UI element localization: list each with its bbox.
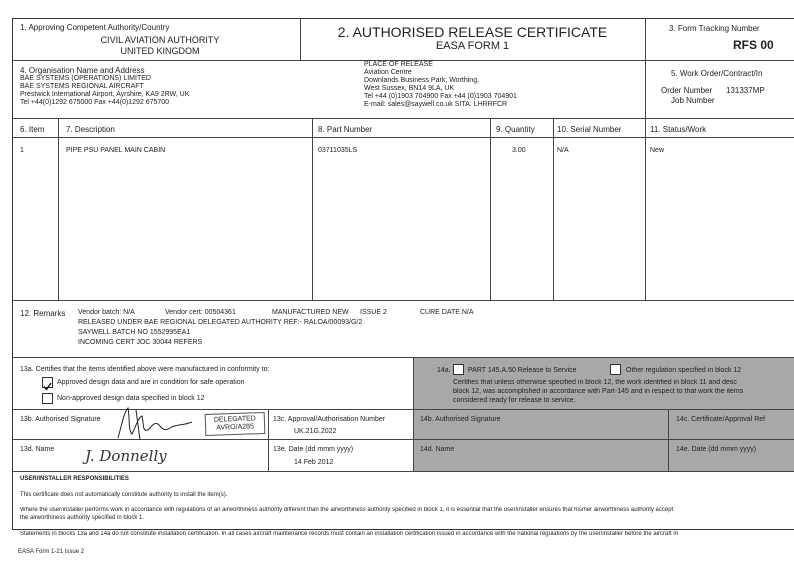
remark-manufactured: MANUFACTURED NEW [272, 309, 349, 316]
block14a-statement: block 12, was accomplished in accordance with Part-145 and in respect to that work the items [453, 388, 744, 395]
block13b-label: 13b. Authorised Signature [20, 416, 101, 423]
org-line: Prestwick International Airport, Ayrshire, KA9 2RW, UK [20, 91, 190, 98]
non-approved-design-text: Non-approved design data specified in block 12 [57, 395, 205, 402]
footer-heading: USER/INSTALLER RESPONSIBILITIES [20, 476, 129, 482]
remark-cure-date: CURE DATE N/A [420, 309, 474, 316]
stamp-line: AVRO/A285 [216, 423, 255, 432]
stamp-line: DELEGATED [213, 415, 256, 424]
date-value: 14 Feb 2012 [294, 459, 334, 466]
footer-paragraph: This certificate does not automatically constitute authority to install the item(s). [20, 492, 228, 498]
block14b-label: 14b. Authorised Signature [420, 416, 501, 423]
cell-item: 1 [20, 147, 24, 154]
other-regulation-text: Other regulation specified in block 12 [626, 367, 742, 374]
remark-line: RELEASED UNDER BAE REGIONAL DELEGATED AUTHORITY REF:- RALOA/00093/G/2 [78, 319, 363, 326]
block14d-label: 14d. Name [420, 446, 455, 453]
remarks-label: 12. Remarks [20, 309, 66, 318]
place-line: Aviation Centre [364, 69, 412, 76]
remark-vendor-cert: Vendor cert: 00504361 [165, 309, 236, 316]
cell-description: PIPE PSU PANEL MAIN CABIN [66, 147, 166, 154]
block13d-label: 13d. Name [20, 446, 55, 453]
block5-label: 5. Work Order/Contract/In [671, 69, 763, 78]
block14c-label: 14c. Certificate/Approval Ref [676, 416, 766, 423]
authority-name: CIVIL AVIATION AUTHORITY [100, 35, 220, 45]
org-line: BAE SYSTEMS (OPERATIONS) LIMITED [20, 75, 151, 82]
approved-design-text: Approved design data and are in condition for safe operation [57, 379, 245, 386]
block13e-label: 13e. Date (dd mmm yyyy) [273, 446, 354, 453]
block13a-label: 13a. Certifies that the items identified above were manufactured in conformity to: [20, 366, 270, 373]
remark-issue: ISSUE 2 [360, 309, 387, 316]
checkmark-icon [43, 382, 52, 391]
delegated-stamp [205, 412, 266, 436]
approval-number-value: UK.21G.2022 [294, 428, 337, 435]
remark-line: INCOMING CERT JOC 30044 REFERS [78, 339, 203, 346]
order-number-value: 131337MP [726, 86, 765, 95]
authority-country: UNITED KINGDOM [120, 46, 200, 56]
remark-line: SAYWELL BATCH NO 1552995EA1 [78, 329, 191, 336]
org-line: BAE SYSTEMS REGIONAL AIRCRAFT [20, 83, 144, 90]
block3-label: 3. Form Tracking Number [669, 24, 760, 33]
block4-label: 4. Organisation Name and Address [20, 66, 145, 75]
footer-paragraph: Statements in blocks 13a and 14a do not constitute installation certification. In all cases aircraft maintenance records must contain an installation certification issued in accordance with the national regulations by the user/installer before the aircraft m [20, 531, 679, 537]
footer-paragraph: Where the user/installer performs work in accordance with regulations of an airworthiness authority different than the airworthiness authority specified in block 1, it is essential that the user/installer ensures that his/her airworthiness authority accept [20, 507, 674, 513]
block14a-label: 14a. [437, 367, 451, 374]
certificate-title: 2. AUTHORISED RELEASE CERTIFICATE [337, 24, 608, 40]
place-line: Downlands Business Park, Worthing, [364, 77, 480, 84]
cell-status-work: New [650, 147, 665, 154]
approved-design-checkbox[interactable] [42, 377, 53, 388]
order-number-label: Order Number [661, 86, 713, 95]
header-serial-number: 10. Serial Number [557, 125, 622, 134]
place-line: West Sussex, BN14 9LA, UK [364, 85, 455, 92]
other-regulation-checkbox[interactable] [610, 364, 621, 375]
header-quantity: 9. Quantity [496, 125, 535, 134]
cell-serial-number: N/A [557, 147, 569, 154]
block13c-label: 13c. Approval/Authorisation Number [273, 416, 386, 423]
part145-text: PART 145.A.50 Release to Service [468, 367, 577, 374]
place-line: E-mail: sales@saywell.co.uk SITA: LHRRFCR [364, 101, 508, 108]
form-tracking-number: RFS 00 [733, 38, 774, 52]
form-reference: EASA Form 1-21 Issue 2 [18, 549, 85, 555]
header-status-work: 11. Status/Work [650, 125, 707, 134]
header-part-number: 8. Part Number [318, 125, 373, 134]
place-line: PLACE OF RELEASE [364, 61, 433, 68]
handwritten-name: J. Donnelly [85, 447, 167, 465]
job-number-label: Job Number [671, 96, 715, 105]
signature-scribble-icon [110, 404, 200, 442]
block14e-label: 14e. Date (dd mmm yyyy) [676, 446, 757, 453]
header-description: 7. Description [66, 125, 115, 134]
block1-label: 1. Approving Competent Authority/Country [20, 23, 170, 32]
block14a-statement: considered ready for release to service. [453, 397, 576, 404]
part145-checkbox[interactable] [453, 364, 464, 375]
block14a-statement: Certifies that unless otherwise specified in block 12, the work identified in block 11 and desc [453, 379, 737, 386]
certificate-subtitle: EASA FORM 1 [435, 40, 510, 52]
footer-paragraph: the airworthiness authority specified in block 1. [20, 515, 145, 521]
cell-quantity: 3.00 [512, 147, 526, 154]
cell-part-number: 03711035LS [318, 147, 358, 154]
place-line: Tel +44 (0)1903 704900 Fax +44 (0)1903 704901 [364, 93, 517, 100]
non-approved-design-checkbox[interactable] [42, 393, 53, 404]
header-item: 6. Item [20, 125, 45, 134]
remark-vendor-batch: Vendor batch: N/A [78, 309, 135, 316]
org-line: Tel +44(0)1292 675000 Fax +44(0)1292 675700 [20, 99, 170, 106]
